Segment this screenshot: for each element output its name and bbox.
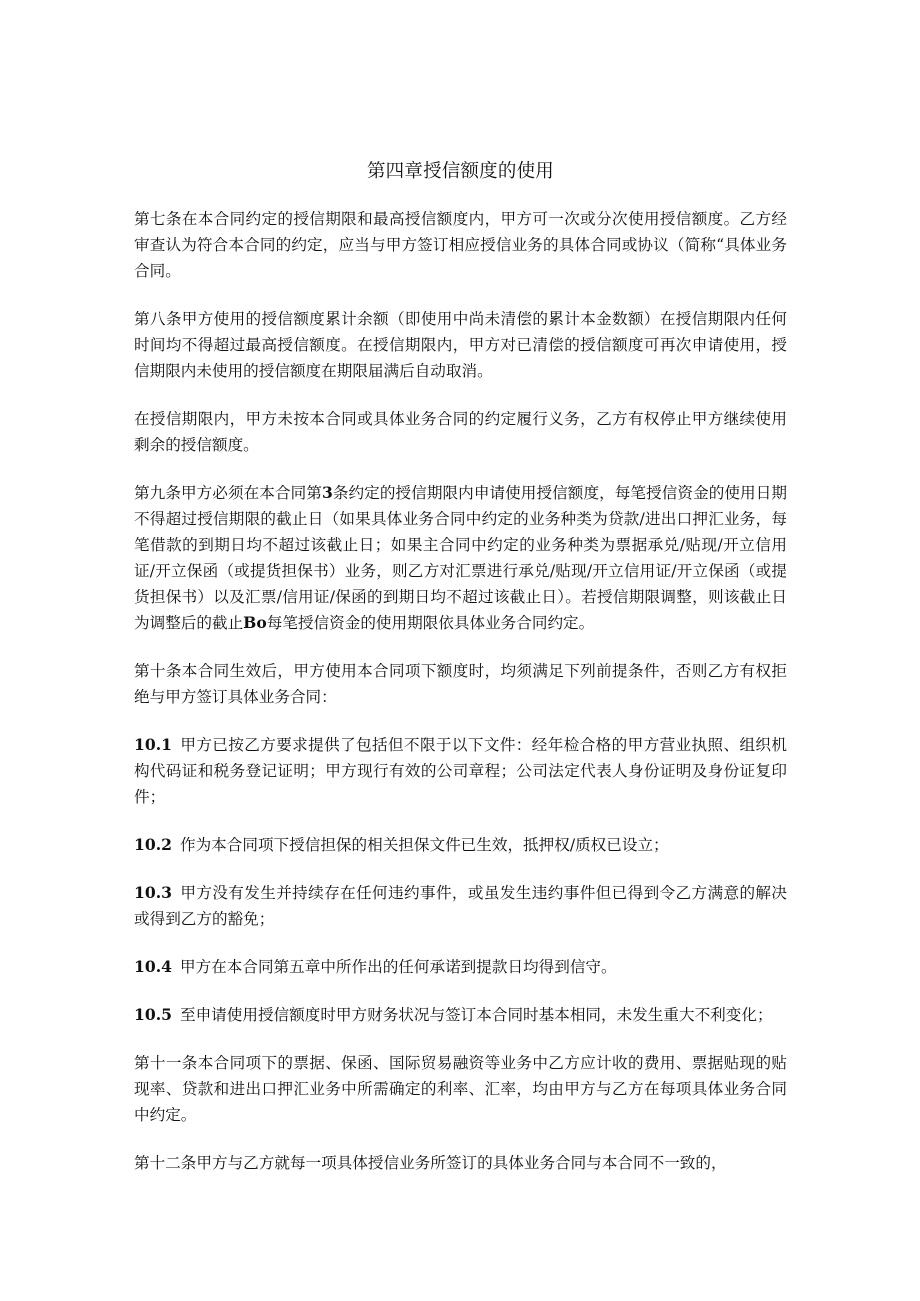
clause-text: 甲方没有发生并持续存在任何违约事件，或虽发生违约事件但已得到令乙方满意的解决或得到乙方的豁免； [134,884,787,928]
clause-10-2 [134,832,787,858]
chapter-title: 第四章授信额度的使用 [366,161,554,182]
article-9-bold-text: Bo [243,613,267,632]
article-11: 第十一条本合同项下的票据、保函、国际贸易融资等业务中乙方应计收的费用、票据贴现的贴现率、贷款和进出口押汇业务中所需确定的利率、汇率，均由甲方与乙方在每项具体业务合同中约定。 [134,1054,787,1124]
clause-text: 甲方在本合同第五章中所作出的任何承诺到提款日均得到信守。 [179,958,617,976]
article-7: 第七条在本合同约定的授信期限和最高授信额度内，甲方可一次或分次使用授信额度。乙方经审查认为符合本合同的约定，应当与甲方签订相应授信业务的具体合同或协议（简称“具体业务合同。 [134,210,787,280]
clause-number: 10.5 [134,1005,172,1024]
clause-number: 10.4 [134,957,172,976]
document-body [134,158,787,1198]
article-9-text-3: 每笔授信资金的使用期限依具体业务合同约定。 [266,614,595,632]
article-9 [134,480,787,636]
clause-10-4 [134,954,787,980]
article-9-ref-number: 3 [321,483,333,502]
article-9-text-2: 条约定的授信期限内申请使用授信额度，每笔授信资金的使用日期不得超过授信期限的截止日（如果具体业务合同中约定的业务种类为贷款/进出口押汇业务，每笔借款的到期日均不超过该截止日；如果主合同中约定的业务种类为票据承兑/贴现/开立信用证/开立保函（或提货担保书）业务，则乙方对汇票进行承兑/贴现/开立信用证/开立保函（或提货担保书）以及汇票/信用证/保函的到期日均不超过该截止日）。若授信期限调整，则该截止日为调整后的截止 [134,484,788,632]
clause-text: 甲方已按乙方要求提供了包括但不限于以下文件：经年检合格的甲方营业执照、组织机构代码证和税务登记证明；甲方现行有效的公司章程；公司法定代表人身份证明及身份证复印件； [134,736,787,806]
article-8: 第八条甲方使用的授信额度累计余额（即使用中尚未清偿的累计本金数额）在授信期限内任何时间均不得超过最高授信额度。在授信期限内，甲方对已清偿的授信额度可再次申请使用，授信期限内未使用的授信额度在期限届满后自动取消。 [134,310,787,380]
article-10: 第十条本合同生效后，甲方使用本合同项下额度时，均须满足下列前提条件，否则乙方有权拒绝与甲方签订具体业务合同： [134,662,787,706]
article-12: 第十二条甲方与乙方就每一项具体授信业务所签订的具体业务合同与本合同不一致的， [134,1154,727,1172]
clause-text: 作为本合同项下授信担保的相关担保文件已生效，抵押权/质权已设立； [179,836,669,854]
article-8-continuation: 在授信期限内，甲方未按本合同或具体业务合同的约定履行义务，乙方有权停止甲方继续使用剩余的授信额度。 [134,410,787,454]
article-9-text-1: 第九条甲方必须在本合同第 [134,484,322,502]
clause-number: 10.1 [134,735,172,754]
clause-10-5 [134,1002,787,1028]
clause-number: 10.2 [134,835,172,854]
clause-10-1 [134,732,787,810]
clause-number: 10.3 [134,883,172,902]
clause-text: 至申请使用授信额度时甲方财务状况与签订本合同时基本相同，未发生重大不利变化； [179,1006,773,1024]
clause-10-3 [134,880,787,932]
